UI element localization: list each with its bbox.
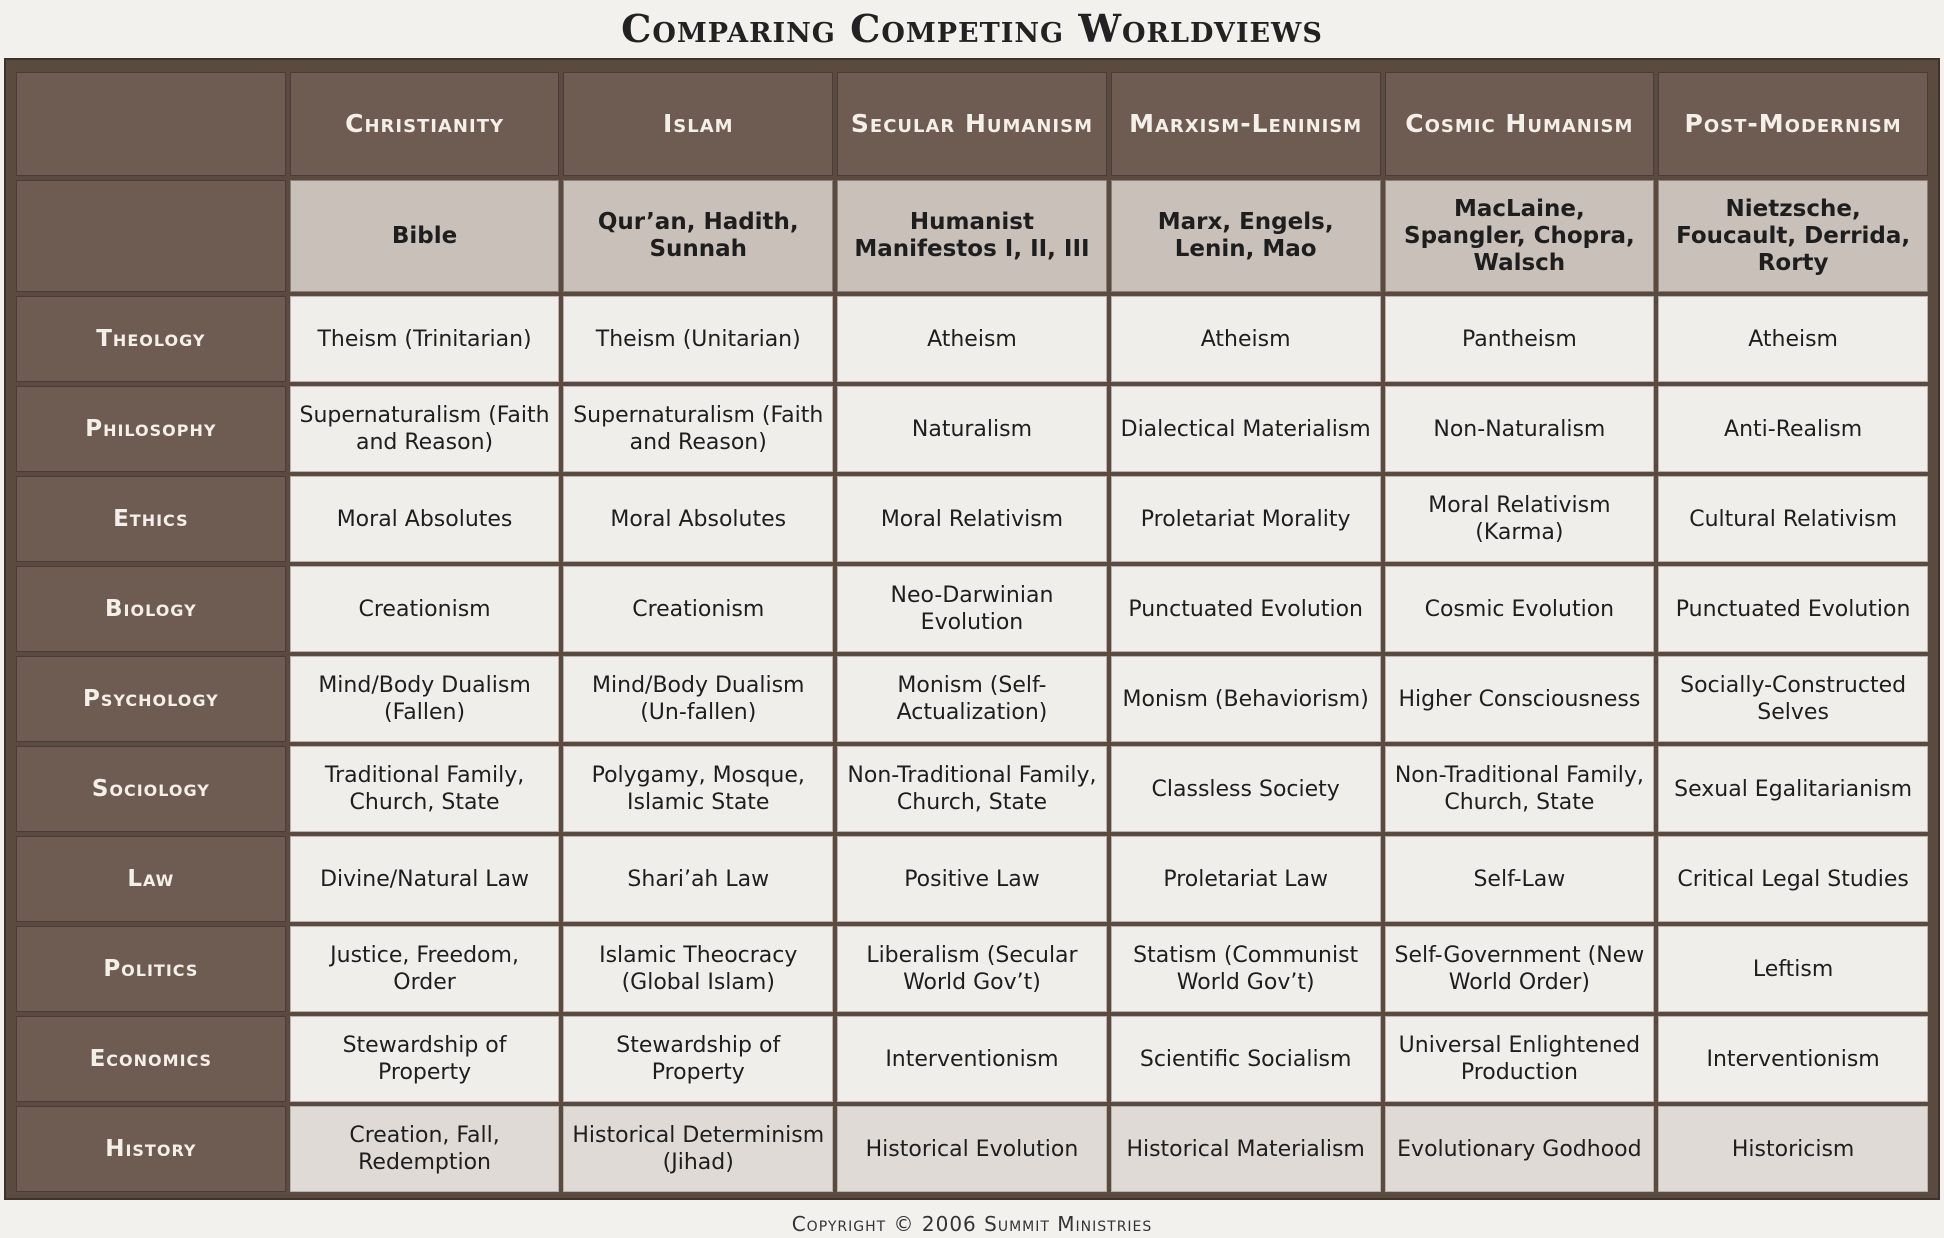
- source-cell: Humanist Manifestos I, II, III: [837, 180, 1107, 292]
- table-cell: Supernaturalism (Faith and Reason): [563, 386, 833, 472]
- table-cell: Higher Consciousness: [1385, 656, 1655, 742]
- table-cell: Creationism: [290, 566, 560, 652]
- table-cell: Moral Absolutes: [563, 476, 833, 562]
- table-cell: Theism (Unitarian): [563, 296, 833, 382]
- row-header-theology: Theology: [16, 296, 286, 382]
- column-header-cosmic-humanism: Cosmic Humanism: [1385, 72, 1655, 176]
- table-cell: Justice, Freedom, Order: [290, 926, 560, 1012]
- table-cell: Scientific Socialism: [1111, 1016, 1381, 1102]
- table-cell: Historicism: [1658, 1106, 1928, 1192]
- copyright-notice: Copyright © 2006 Summit Ministries: [791, 1212, 1153, 1236]
- table-cell: Positive Law: [837, 836, 1107, 922]
- table-cell: Proletariat Morality: [1111, 476, 1381, 562]
- table-cell: Critical Legal Studies: [1658, 836, 1928, 922]
- table-row-theology: [16, 296, 1928, 382]
- sources-row: [16, 180, 1928, 292]
- column-header-marxism-leninism: Marxism-Leninism: [1111, 72, 1381, 176]
- table-cell: Cultural Relativism: [1658, 476, 1928, 562]
- table-cell: Self-Law: [1385, 836, 1655, 922]
- column-header-post-modernism: Post-Modernism: [1658, 72, 1928, 176]
- row-header-law: Law: [16, 836, 286, 922]
- table-cell: Historical Evolution: [837, 1106, 1107, 1192]
- row-header-economics: Economics: [16, 1016, 286, 1102]
- column-header-row: [16, 72, 1928, 176]
- table-cell: Non-Traditional Family, Church, State: [1385, 746, 1655, 832]
- table-row-politics: [16, 926, 1928, 1012]
- table-cell: Moral Relativism: [837, 476, 1107, 562]
- column-header-christianity: Christianity: [290, 72, 560, 176]
- table-cell: Cosmic Evolution: [1385, 566, 1655, 652]
- table-cell: Socially-Constructed Selves: [1658, 656, 1928, 742]
- table-cell: Divine/Natural Law: [290, 836, 560, 922]
- table-row-history: [16, 1106, 1928, 1192]
- table-cell: Traditional Family, Church, State: [290, 746, 560, 832]
- table-row-psychology: [16, 656, 1928, 742]
- table-row-philosophy: [16, 386, 1928, 472]
- table-row-biology: [16, 566, 1928, 652]
- table-cell: Anti-Realism: [1658, 386, 1928, 472]
- table-cell: Monism (Behaviorism): [1111, 656, 1381, 742]
- table-cell: Stewardship of Property: [563, 1016, 833, 1102]
- table-cell: Atheism: [1658, 296, 1928, 382]
- table-cell: Neo-Darwinian Evolution: [837, 566, 1107, 652]
- table-cell: Dialectical Materialism: [1111, 386, 1381, 472]
- table-cell: Monism (Self-Actualization): [837, 656, 1107, 742]
- table-cell: Leftism: [1658, 926, 1928, 1012]
- table-cell: Non-Traditional Family, Church, State: [837, 746, 1107, 832]
- table-cell: Polygamy, Mosque, Islamic State: [563, 746, 833, 832]
- table-cell: Interventionism: [837, 1016, 1107, 1102]
- table-cell: Historical Determinism (Jihad): [563, 1106, 833, 1192]
- table-cell: Creationism: [563, 566, 833, 652]
- row-header-biology: Biology: [16, 566, 286, 652]
- table-cell: Supernaturalism (Faith and Reason): [290, 386, 560, 472]
- table-cell: Universal Enlightened Production: [1385, 1016, 1655, 1102]
- sources-corner-cell: [16, 180, 286, 292]
- row-header-ethics: Ethics: [16, 476, 286, 562]
- source-cell: Bible: [290, 180, 560, 292]
- table-cell: Evolutionary Godhood: [1385, 1106, 1655, 1192]
- source-cell: Nietzsche, Foucault, Derrida, Rorty: [1658, 180, 1928, 292]
- table-cell: Self-Government (New World Order): [1385, 926, 1655, 1012]
- worldviews-table: [12, 68, 1932, 1196]
- table-row-ethics: [16, 476, 1928, 562]
- table-cell: Stewardship of Property: [290, 1016, 560, 1102]
- table-row-law: [16, 836, 1928, 922]
- source-cell: MacLaine, Spangler, Chopra, Walsch: [1385, 180, 1655, 292]
- column-header-islam: Islam: [563, 72, 833, 176]
- table-cell: Mind/Body Dualism (Un-fallen): [563, 656, 833, 742]
- corner-cell: [16, 72, 286, 176]
- table-cell: Theism (Trinitarian): [290, 296, 560, 382]
- table-cell: Atheism: [837, 296, 1107, 382]
- row-header-politics: Politics: [16, 926, 286, 1012]
- table-cell: Naturalism: [837, 386, 1107, 472]
- table-cell: Proletariat Law: [1111, 836, 1381, 922]
- row-header-psychology: Psychology: [16, 656, 286, 742]
- page-title: Comparing Competing Worldviews: [621, 6, 1323, 51]
- worldviews-table-frame: [4, 58, 1940, 1200]
- table-cell: Creation, Fall, Redemption: [290, 1106, 560, 1192]
- table-cell: Atheism: [1111, 296, 1381, 382]
- table-cell: Non-Naturalism: [1385, 386, 1655, 472]
- row-header-philosophy: Philosophy: [16, 386, 286, 472]
- table-cell: Sexual Egalitarianism: [1658, 746, 1928, 832]
- table-row-sociology: [16, 746, 1928, 832]
- table-cell: Islamic Theocracy (Global Islam): [563, 926, 833, 1012]
- table-cell: Statism (Communist World Gov’t): [1111, 926, 1381, 1012]
- table-cell: Shari’ah Law: [563, 836, 833, 922]
- table-cell: Interventionism: [1658, 1016, 1928, 1102]
- source-cell: Qur’an, Hadith, Sunnah: [563, 180, 833, 292]
- table-cell: Liberalism (Secular World Gov’t): [837, 926, 1107, 1012]
- table-cell: Mind/Body Dualism (Fallen): [290, 656, 560, 742]
- row-header-sociology: Sociology: [16, 746, 286, 832]
- row-header-history: History: [16, 1106, 286, 1192]
- table-cell: Punctuated Evolution: [1658, 566, 1928, 652]
- table-cell: Historical Materialism: [1111, 1106, 1381, 1192]
- source-cell: Marx, Engels, Lenin, Mao: [1111, 180, 1381, 292]
- table-cell: Moral Absolutes: [290, 476, 560, 562]
- table-row-economics: [16, 1016, 1928, 1102]
- table-cell: Moral Relativism (Karma): [1385, 476, 1655, 562]
- table-cell: Classless Society: [1111, 746, 1381, 832]
- table-cell: Punctuated Evolution: [1111, 566, 1381, 652]
- column-header-secular-humanism: Secular Humanism: [837, 72, 1107, 176]
- table-cell: Pantheism: [1385, 296, 1655, 382]
